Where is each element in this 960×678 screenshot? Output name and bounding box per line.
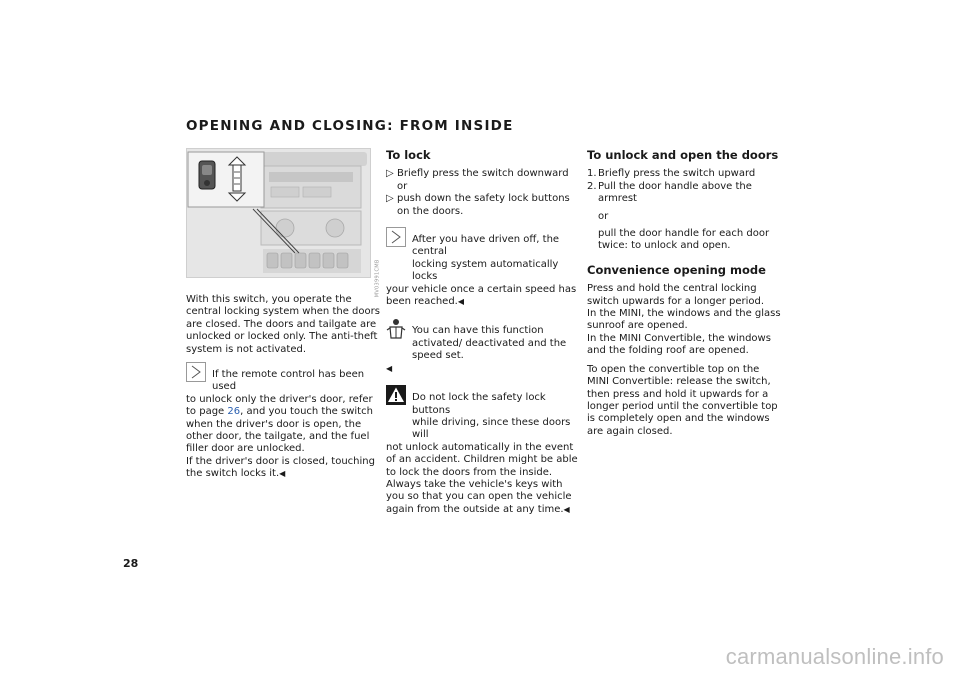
to-lock-title: To lock (386, 148, 431, 162)
lock-bullet-1-text: Briefly press the switch downward or (397, 168, 569, 192)
dashboard-illustration (187, 149, 370, 277)
note-last-line: If the driver's door is closed, touching the switch locks it. (186, 455, 375, 480)
end-mark-icon: ◀ (457, 297, 465, 307)
convenience-para-2: In the MINI, the windows and the glass sunroof are opened. (587, 308, 781, 332)
note-auto-lock (386, 227, 578, 308)
end-mark-icon: ◀ (563, 504, 570, 514)
page-number: 28 (123, 557, 139, 570)
note-workshop (386, 318, 578, 375)
note-remote-control (186, 362, 381, 481)
lock-bullet-2 (386, 193, 578, 218)
note-first-line: If the remote control has been used (212, 369, 365, 393)
image-code: MV03991CMB (374, 259, 381, 297)
step-text: Pull the door handle above the armrest (598, 180, 752, 205)
convenience-para-3: In the MINI Convertible, the windows and the folding roof are opened. (587, 332, 771, 357)
lock-bullet-1 (386, 168, 578, 193)
intro-paragraph: With this switch, you operate the central locking system when the doors are closed. The doors and tailgate are unlocked or locked only. The anti-theft system is not activated. (186, 294, 380, 355)
note-auto-lock-second: locking system automatically locks (412, 258, 559, 283)
central-locking-switch-photo (186, 148, 381, 297)
convenience-title: Convenience opening mode (587, 262, 766, 277)
page-26-link[interactable]: 26 (227, 406, 241, 418)
note-triangle-icon (186, 362, 206, 382)
end-mark-icon: ◀ (279, 469, 286, 479)
pull-twice-text: pull the door handle for each door twice: to unlock and open. (598, 228, 770, 252)
lock-bullet-2-text: push down the safety lock buttons on the doors. (397, 193, 570, 217)
warning-triangle-icon (386, 385, 406, 405)
convenience-para-1: Press and hold the central locking switch upwards for a longer period. (587, 283, 765, 307)
step-text: Briefly press the switch upward (598, 168, 756, 180)
warning-safety-lock (386, 385, 578, 516)
or-text: or (598, 210, 609, 222)
step-number: 2. (587, 180, 597, 192)
service-person-icon (386, 318, 406, 340)
warning-second: while driving, since these doors will (412, 416, 571, 441)
bullet-arrow-icon: ▷ (386, 168, 394, 180)
warning-rest: not unlock automatically in the event of an accident. Children might be able to lock the doors from the inside. Always take the vehicle's keys with you so that you can open the vehicle again from the outside at any time. (386, 441, 578, 515)
end-mark-icon: ◀ (386, 363, 393, 373)
unlock-title: To unlock and open the doors (587, 148, 779, 162)
note-auto-lock-rest: your vehicle once a certain speed has been reached. (386, 283, 577, 308)
convenience-para-4: To open the convertible top on the MINI Convertible: release the switch, then press and hold it upwards for a longer period until the convertible top is completely open and the windows are again closed. (587, 363, 778, 437)
step-number: 1. (587, 168, 597, 180)
column-right (587, 148, 782, 444)
warning-first: Do not lock the safety lock buttons (412, 392, 546, 416)
bullet-arrow-icon: ▷ (386, 193, 394, 205)
note-triangle-icon (386, 227, 406, 247)
note-auto-lock-first: After you have driven off, the central (412, 234, 560, 258)
unlock-step-2 (587, 181, 782, 206)
column-left (186, 148, 381, 481)
note-after-link: , and you touch the switch when the driver's door is open, the other door, the tailgate, and the fuel filler door are unlocked. (186, 406, 373, 455)
unlock-step-1 (587, 168, 782, 180)
page-heading: OPENING AND CLOSING: FROM INSIDE (186, 118, 514, 134)
note-workshop-text: You can have this function activated/ deactivated and the speed set. (412, 325, 567, 362)
note-continued: to unlock only the driver's door, refer to page (186, 393, 373, 418)
watermark: carmanualsonline.info (725, 644, 944, 669)
column-middle (386, 148, 578, 516)
